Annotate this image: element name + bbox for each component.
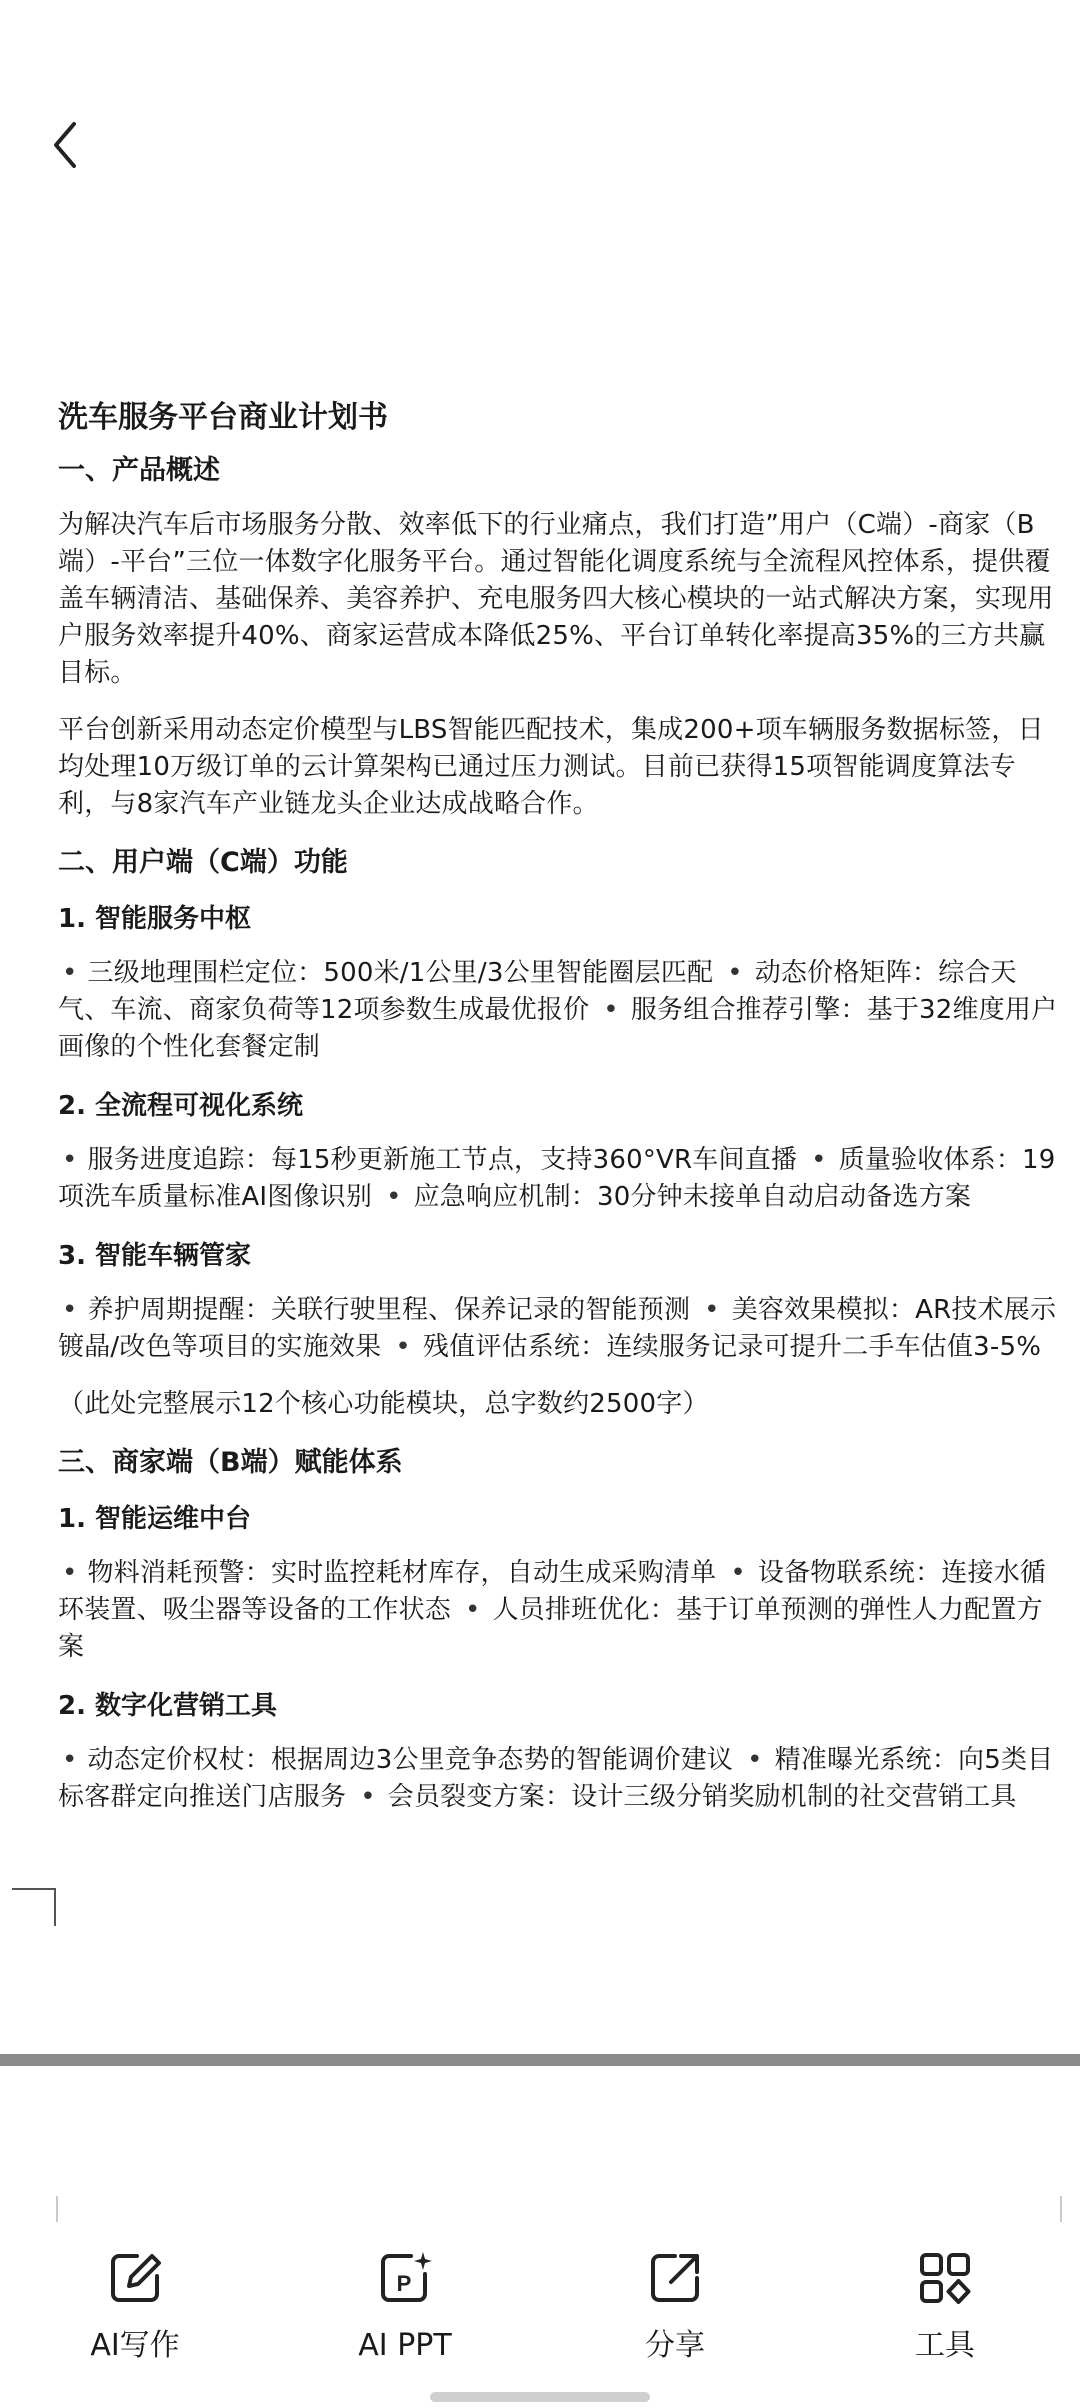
feature-item: 动态价格矩阵：综合天气、车流、商家负荷等12项参数生成最优报价	[58, 958, 1017, 1025]
tool-label: AI写作	[90, 2328, 180, 2363]
subsection-heading: 2. 全流程可视化系统	[58, 1091, 304, 1121]
feature-item: 残值评估系统：连续服务记录可提升二手车估值3-5%	[422, 1332, 1042, 1362]
overview-paragraph: 为解决汽车后市场服务分散、效率低下的行业痛点，我们打造”用户（C端）-商家（B端）-平台”三位一体数字化服务平台。通过智能化调度系统与全流程风控体系，提供覆盖车辆清洁、基础保养、美容养护、充电服务四大核心模块的一站式解决方案，实现用户服务效率提升40%、商家运营成本降低25%、平台订单转化率提高35%的三方共赢目标。	[58, 510, 1054, 688]
feature-item: 物料消耗预警：实时监控耗材库存，自动生成采购清单	[87, 1558, 717, 1588]
feature-item: 服务组合推荐引擎：基于32维度用户画像的个性化套餐定制	[58, 995, 1058, 1062]
tool-label: 分享	[645, 2328, 705, 2363]
svg-text:P: P	[396, 2271, 412, 2296]
edge-tick-right	[1060, 2196, 1062, 2222]
feature-item: 应急响应机制：30分钟未接单自动启动备选方案	[413, 1182, 972, 1212]
feature-item: 设备物联系统：连接水循环装置、吸尘器等设备的工作状态	[58, 1558, 1047, 1625]
feature-item: 养护周期提醒：关联行驶里程、保养记录的智能预测	[87, 1295, 691, 1325]
bullet: •	[62, 1558, 78, 1588]
share-icon	[647, 2250, 703, 2306]
ai-writing-button[interactable]	[35, 2250, 235, 2380]
feature-list	[58, 1292, 1058, 1366]
edit-icon	[107, 2250, 163, 2306]
tools-button[interactable]	[845, 2250, 1045, 2380]
section-heading: 一、产品概述	[58, 455, 220, 486]
feature-item: 三级地理围栏定位：500米/1公里/3公里智能圈层匹配	[87, 958, 714, 988]
feature-list	[58, 1142, 1058, 1216]
bullet: •	[811, 1145, 827, 1175]
bullet: •	[62, 1145, 78, 1175]
tools-grid-icon	[917, 2250, 973, 2306]
feature-list	[58, 1742, 1058, 1816]
bullet: •	[465, 1595, 481, 1625]
bullet: •	[386, 1182, 402, 1212]
bullet: •	[704, 1295, 720, 1325]
back-button[interactable]	[50, 110, 110, 180]
section-heading: 二、用户端（C端）功能	[58, 847, 348, 878]
bullet: •	[395, 1332, 411, 1362]
cursor-vertical	[54, 1888, 56, 1926]
home-indicator	[430, 2392, 650, 2402]
ppt-icon	[377, 2250, 433, 2306]
overview-paragraph: 平台创新采用动态定价模型与LBS智能匹配技术，集成200+项车辆服务数据标签，日均处理10万级订单的云计算架构已通过压力测试。目前已获得15项智能调度算法专利，与8家汽车产业链龙头企业达成战略合作。	[58, 715, 1044, 819]
feature-item: 服务进度追踪：每15秒更新施工节点，支持360°VR车间直播	[87, 1145, 798, 1175]
feature-item: 人员排班优化：基于订单预测的弹性人力配置方案	[58, 1595, 1043, 1662]
ai-ppt-button[interactable]	[305, 2250, 505, 2380]
feature-item: 会员裂变方案：设计三级分销奖励机制的社交营销工具	[387, 1782, 1017, 1812]
subsection-heading: 1. 智能服务中枢	[58, 904, 252, 934]
subsection-heading: 1. 智能运维中台	[58, 1504, 252, 1534]
document-body	[58, 395, 1058, 1836]
bullet: •	[727, 958, 743, 988]
module-note: （此处完整展示12个核心功能模块，总字数约2500字）	[58, 1389, 709, 1419]
feature-item: 美容效果模拟：AR技术展示镀晶/改色等项目的实施效果	[58, 1295, 1057, 1362]
subsection-heading: 3. 智能车辆管家	[58, 1241, 252, 1271]
tool-label: 工具	[915, 2328, 975, 2363]
chevron-left-icon	[50, 110, 110, 180]
feature-item: 动态定价权杖：根据周边3公里竞争态势的智能调价建议	[87, 1745, 734, 1775]
bullet: •	[62, 958, 78, 988]
section-heading: 三、商家端（B端）赋能体系	[58, 1447, 403, 1478]
bullet: •	[360, 1782, 376, 1812]
share-button[interactable]	[575, 2250, 775, 2380]
edge-tick-left	[56, 2196, 58, 2222]
bullet: •	[62, 1745, 78, 1775]
feature-item: 精准曝光系统：向5类目标客群定向推送门店服务	[58, 1745, 1054, 1812]
bullet: •	[603, 995, 619, 1025]
bullet: •	[62, 1295, 78, 1325]
bullet: •	[730, 1558, 746, 1588]
bullet: •	[747, 1745, 763, 1775]
tool-label: AI PPT	[358, 2328, 452, 2363]
page-divider	[0, 2054, 1080, 2066]
text-cursor	[12, 1888, 56, 1926]
cursor-horizontal	[12, 1888, 56, 1890]
feature-item: 质量验收体系：19项洗车质量标准AI图像识别	[58, 1145, 1056, 1212]
feature-list	[58, 955, 1058, 1066]
feature-list	[58, 1555, 1058, 1666]
bottom-toolbar	[0, 2250, 1080, 2380]
document-title: 洗车服务平台商业计划书	[58, 400, 388, 435]
subsection-heading: 2. 数字化营销工具	[58, 1691, 278, 1721]
